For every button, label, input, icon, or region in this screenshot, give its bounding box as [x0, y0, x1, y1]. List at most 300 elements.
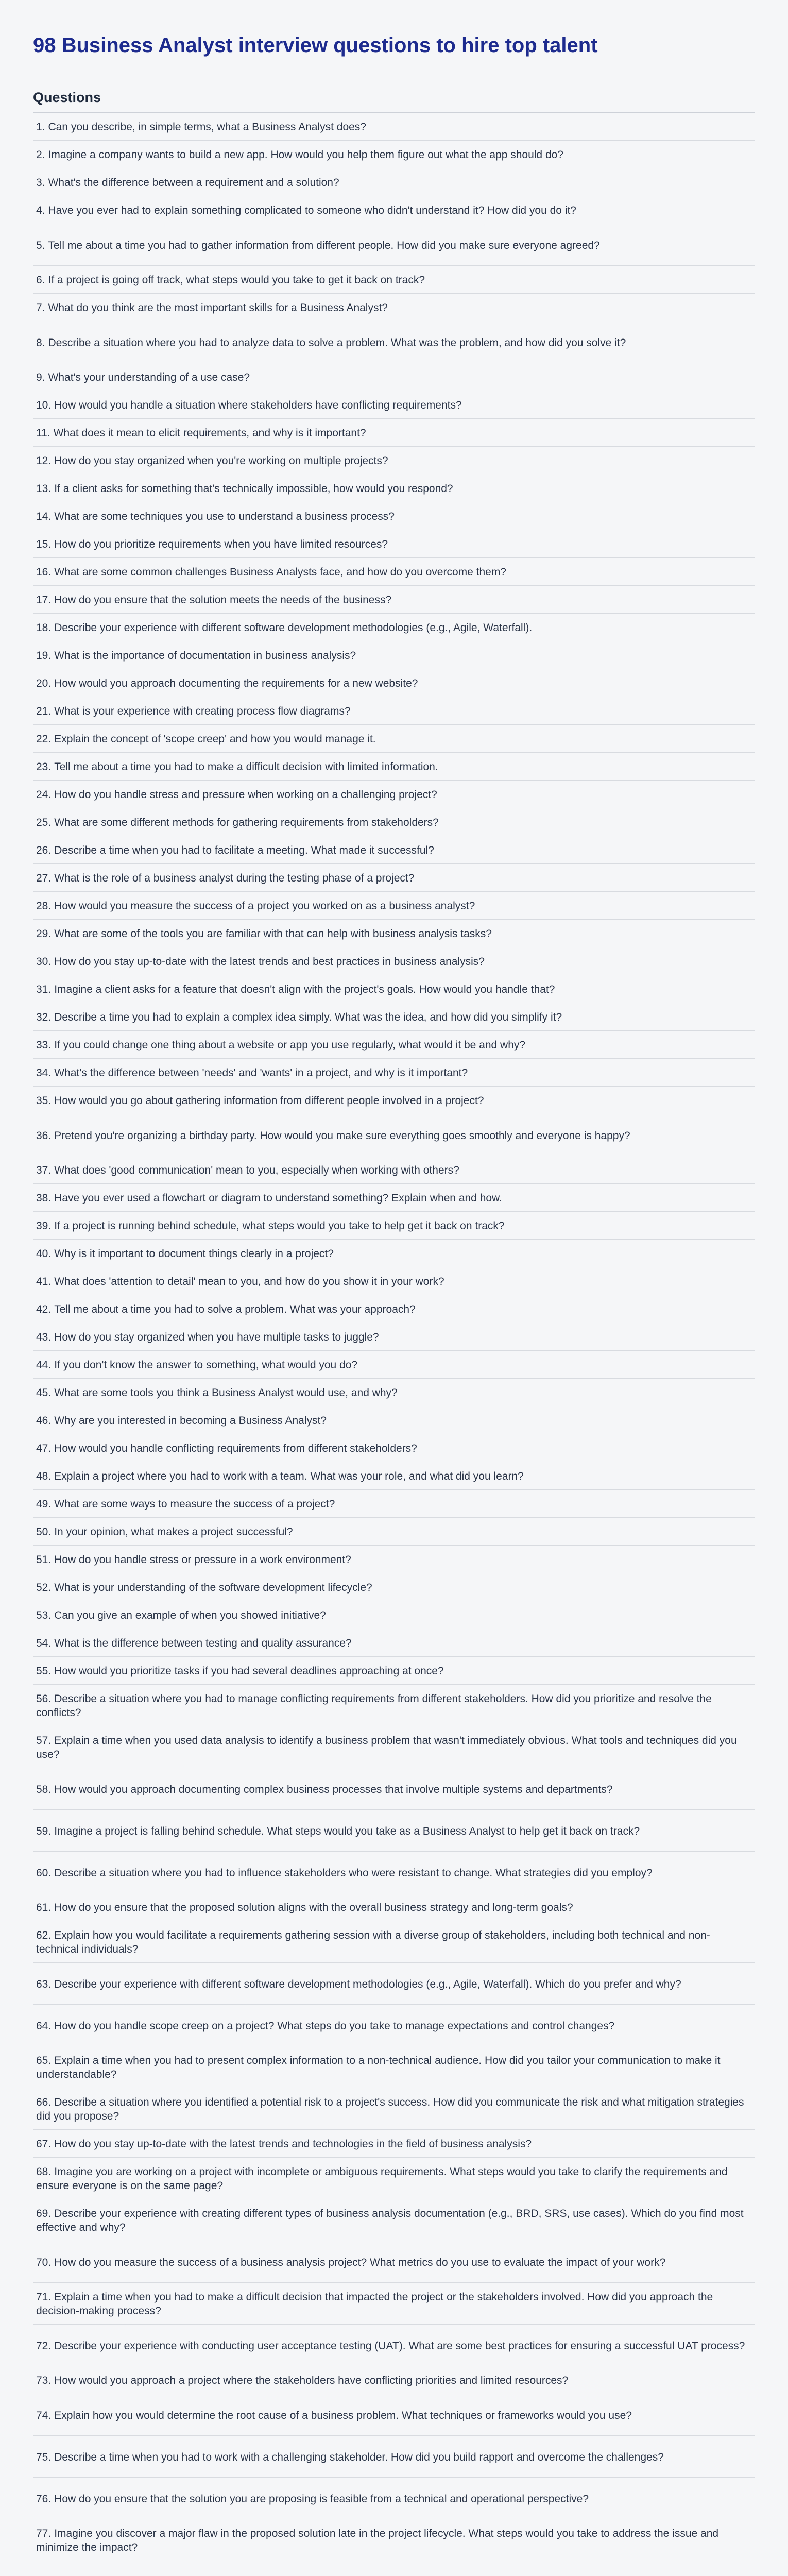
question-number: 66.: [36, 2096, 52, 2108]
question-line: [36, 1866, 653, 1880]
question-text: Pretend you're organizing a birthday party. How would you make sure everything goes smoothly and everyone is happy?: [54, 1129, 630, 1142]
question-text: What does 'attention to detail' mean to you, and how do you show it in your work?: [54, 1276, 444, 1287]
question-item: [33, 1003, 755, 1031]
question-number: 54.: [36, 1637, 52, 1649]
question-number: 53.: [36, 1609, 52, 1621]
question-line: [36, 239, 600, 252]
question-number: 9.: [36, 371, 45, 383]
question-number: 55.: [36, 1665, 52, 1677]
question-item: [33, 1295, 755, 1323]
question-item: [33, 1685, 755, 1726]
question-text: What is the role of a business analyst during the testing phase of a project?: [54, 872, 415, 884]
question-number: 73.: [36, 2375, 52, 2386]
question-line: [36, 2019, 614, 2033]
question-item: [33, 1518, 755, 1546]
question-item: [33, 1573, 755, 1601]
question-text: Explain how you would determine the root cause of a business problem. What techniques or frameworks would you use?: [54, 2409, 632, 2421]
question-text: What does it mean to elicit requirements, and why is it important?: [53, 427, 366, 439]
question-line: [36, 2054, 752, 2081]
question-number: 62.: [36, 1929, 52, 1941]
question-line: [36, 1497, 335, 1511]
question-text: Tell me about a time you had to make a difficult decision with limited information.: [54, 761, 438, 773]
question-number: 59.: [36, 1825, 52, 1837]
question-item: [33, 196, 755, 224]
question-line: [36, 1692, 752, 1720]
question-text: How do you measure the success of a business analysis project? What metrics do you use to evaluate the impact of your work?: [54, 2256, 666, 2268]
question-line: [36, 1442, 417, 1455]
question-number: 24.: [36, 789, 52, 801]
question-item: [33, 224, 755, 266]
question-number: 22.: [36, 733, 52, 745]
question-item: [33, 294, 755, 321]
question-number: 1.: [36, 121, 45, 133]
question-text: Imagine a client asks for a feature that doesn't align with the project's goals. How would you handle that?: [54, 984, 555, 995]
question-line: [36, 1163, 459, 1177]
question-line: [36, 2527, 752, 2554]
question-text: What are some ways to measure the success of a project?: [54, 1498, 335, 1510]
question-line: [36, 510, 395, 523]
question-number: 75.: [36, 2451, 52, 2463]
question-text: Have you ever used a flowchart or diagram to understand something? Explain when and how.: [54, 1192, 502, 1204]
question-text: What's the difference between 'needs' and 'wants' in a project, and why is it important?: [54, 1067, 468, 1079]
question-text: Describe a situation where you identified a potential risk to a project's success. How did you communicate the risk and what mitigation strategies did you propose?: [36, 2096, 744, 2122]
question-text: How do you stay organized when you have multiple tasks to juggle?: [54, 1331, 379, 1343]
question-text: What do you think are the most important skills for a Business Analyst?: [48, 302, 388, 314]
question-item: [33, 1726, 755, 1768]
question-number: 13.: [36, 483, 52, 495]
question-item: [33, 920, 755, 947]
question-number: 60.: [36, 1867, 52, 1879]
question-item: [33, 836, 755, 864]
question-text: What are some tools you think a Business Analyst would use, and why?: [54, 1387, 398, 1399]
question-number: 16.: [36, 566, 52, 578]
question-text: What are some common challenges Business Analysts face, and how do you overcome them?: [54, 566, 506, 578]
question-number: 46.: [36, 1415, 52, 1427]
question-item: [33, 808, 755, 836]
question-number: 27.: [36, 872, 52, 884]
question-item: [33, 168, 755, 196]
question-number: 8.: [36, 336, 45, 349]
section-heading: Questions: [33, 90, 755, 113]
question-number: 56.: [36, 1693, 52, 1705]
question-item: [33, 1852, 755, 1893]
question-number: 42.: [36, 1303, 52, 1315]
question-item: [33, 1351, 755, 1379]
question-number: 39.: [36, 1220, 52, 1232]
question-line: [36, 1066, 468, 1080]
question-line: [36, 1553, 351, 1567]
question-line: [36, 732, 376, 746]
question-text: If you could change one thing about a website or app you use regularly, what would it be and why?: [54, 1039, 526, 1051]
question-number: 40.: [36, 1248, 52, 1260]
question-line: [36, 649, 356, 663]
question-item: [33, 558, 755, 586]
question-item: [33, 1963, 755, 2005]
question-line: [36, 621, 532, 635]
question-item: [33, 725, 755, 753]
question-text: Describe your experience with different software development methodologies (e.g., Agile, Waterfall). Which do you prefer and why?: [54, 1978, 681, 1990]
question-line: [36, 2165, 752, 2193]
question-line: [36, 148, 563, 162]
question-item: [33, 2478, 755, 2519]
question-line: [36, 454, 388, 468]
question-item: [33, 947, 755, 975]
question-number: 12.: [36, 455, 52, 467]
question-item: [33, 2283, 755, 2325]
question-text: How do you stay up-to-date with the latest trends and best practices in business analysis?: [54, 956, 485, 968]
question-line: [36, 176, 339, 190]
question-text: Can you describe, in simple terms, what a Business Analyst does?: [48, 121, 366, 133]
question-number: 52.: [36, 1582, 52, 1594]
question-item: [33, 1462, 755, 1490]
question-number: 44.: [36, 1359, 52, 1371]
question-line: [36, 1330, 379, 1344]
question-item: [33, 1490, 755, 1518]
question-item: [33, 2394, 755, 2436]
question-text: Describe a situation where you had to analyze data to solve a problem. What was the problem, and how did you solve it?: [48, 336, 626, 349]
question-line: [36, 1275, 444, 1289]
question-line: [36, 1901, 573, 1914]
question-line: [36, 1219, 505, 1233]
question-line: [36, 398, 462, 412]
question-item: [33, 2561, 755, 2576]
question-item: [33, 1267, 755, 1295]
question-text: How do you ensure that the proposed solution aligns with the overall business strategy and long-term goals?: [54, 1902, 573, 1913]
question-number: 4.: [36, 205, 45, 216]
question-number: 70.: [36, 2256, 52, 2268]
question-text: What's your understanding of a use case?: [48, 371, 250, 383]
question-item: [33, 321, 755, 363]
question-number: 72.: [36, 2340, 52, 2352]
question-number: 37.: [36, 1164, 52, 1176]
question-text: What are some different methods for gathering requirements from stakeholders?: [54, 817, 439, 828]
question-number: 5.: [36, 239, 45, 251]
question-text: If a project is going off track, what steps would you take to get it back on track?: [48, 274, 425, 286]
question-number: 69.: [36, 2208, 52, 2219]
question-line: [36, 2095, 752, 2123]
question-text: Explain a time when you used data analysis to identify a business problem that wasn't immediately obvious. What tools and techniques did you use?: [36, 1735, 737, 1760]
question-text: How do you ensure that the solution meets the needs of the business?: [54, 594, 392, 606]
question-number: 2.: [36, 149, 45, 161]
question-line: [36, 2339, 745, 2353]
question-item: [33, 781, 755, 808]
question-line: [36, 843, 434, 857]
question-line: [36, 982, 555, 996]
question-number: 35.: [36, 1095, 52, 1107]
question-item: [33, 1240, 755, 1267]
question-line: [36, 1636, 352, 1650]
question-number: 71.: [36, 2291, 52, 2303]
question-item: [33, 2130, 755, 2158]
question-text: Describe a time when you had to work with a challenging stakeholder. How did you build rapport and overcome the challenges?: [54, 2451, 664, 2463]
question-item: [33, 1323, 755, 1351]
question-line: [36, 1302, 416, 1316]
question-item: [33, 2519, 755, 2561]
question-number: 48.: [36, 1470, 52, 1482]
question-text: How do you stay up-to-date with the latest trends and technologies in the field of business analysis?: [54, 2138, 532, 2150]
question-item: [33, 1657, 755, 1685]
question-item: [33, 697, 755, 725]
question-text: Tell me about a time you had to solve a problem. What was your approach?: [54, 1303, 416, 1315]
question-number: 29.: [36, 928, 52, 940]
question-line: [36, 676, 418, 690]
question-text: How do you handle scope creep on a project? What steps do you take to manage expectations and control changes?: [54, 2020, 615, 2032]
question-item: [33, 447, 755, 474]
question-item: [33, 2046, 755, 2088]
question-line: [36, 1038, 525, 1052]
question-item: [33, 586, 755, 614]
question-item: [33, 753, 755, 781]
question-number: 68.: [36, 2166, 52, 2178]
question-item: [33, 1406, 755, 1434]
question-item: [33, 1114, 755, 1156]
question-line: [36, 370, 250, 384]
question-text: How would you handle a situation where stakeholders have conflicting requirements?: [54, 399, 462, 411]
question-text: What's the difference between a requirement and a solution?: [48, 177, 339, 189]
question-text: Explain a project where you had to work with a team. What was your role, and what did you learn?: [54, 1470, 524, 1482]
question-number: 76.: [36, 2493, 52, 2505]
question-number: 43.: [36, 1331, 52, 1343]
question-item: [33, 141, 755, 168]
question-line: [36, 816, 439, 829]
question-text: How would you handle conflicting requirements from different stakeholders?: [54, 1443, 417, 1454]
question-number: 10.: [36, 399, 52, 411]
question-item: [33, 2158, 755, 2199]
question-number: 32.: [36, 1011, 52, 1023]
question-item: [33, 502, 755, 530]
question-text: How would you approach documenting the requirements for a new website?: [54, 677, 418, 689]
question-number: 15.: [36, 538, 52, 550]
question-line: [36, 482, 453, 496]
question-text: Have you ever had to explain something complicated to someone who didn't understand it? How did you do it?: [48, 205, 576, 216]
question-item: [33, 530, 755, 558]
question-item: [33, 2325, 755, 2366]
question-line: [36, 1608, 326, 1622]
question-line: [36, 1414, 327, 1428]
question-number: 38.: [36, 1192, 52, 1204]
question-item: [33, 474, 755, 502]
question-item: [33, 2005, 755, 2046]
question-item: [33, 2366, 755, 2394]
question-item: [33, 363, 755, 391]
question-item: [33, 1810, 755, 1852]
question-text: What is your experience with creating process flow diagrams?: [54, 705, 351, 717]
question-text: Describe your experience with conducting user acceptance testing (UAT). What are some best practices for ensuring a successful UAT process?: [54, 2340, 745, 2352]
question-number: 14.: [36, 511, 52, 522]
question-line: [36, 1581, 372, 1595]
question-item: [33, 1629, 755, 1657]
question-item: [33, 1184, 755, 1212]
question-number: 63.: [36, 1978, 52, 1990]
question-number: 49.: [36, 1498, 52, 1510]
question-item: [33, 391, 755, 419]
question-text: Describe your experience with different software development methodologies (e.g., Agile, Waterfall).: [54, 622, 533, 634]
question-item: [33, 1031, 755, 1059]
question-line: [36, 1129, 630, 1143]
question-line: [36, 426, 366, 440]
question-text: What is your understanding of the software development lifecycle?: [54, 1582, 372, 1594]
question-text: How do you stay organized when you're working on multiple projects?: [54, 455, 388, 467]
question-number: 11.: [36, 427, 50, 439]
question-line: [36, 593, 391, 607]
question-number: 25.: [36, 817, 52, 828]
question-line: [36, 1386, 398, 1400]
question-number: 65.: [36, 2055, 52, 2066]
question-text: What does 'good communication' mean to you, especially when working with others?: [54, 1164, 459, 1176]
question-text: If a client asks for something that's technically impossible, how would you respond?: [54, 483, 453, 495]
question-item: [33, 1893, 755, 1921]
page-title: 98 Business Analyst interview questions to hire top talent: [33, 34, 598, 57]
question-text: If a project is running behind schedule, what steps would you take to help get it back on track?: [54, 1220, 505, 1232]
question-number: 30.: [36, 956, 52, 968]
question-line: [36, 273, 425, 287]
question-number: 74.: [36, 2409, 52, 2421]
question-text: In your opinion, what makes a project successful?: [54, 1526, 293, 1538]
question-item: [33, 1087, 755, 1114]
question-text: Why is it important to document things clearly in a project?: [54, 1248, 334, 1260]
question-line: [36, 899, 475, 913]
question-item: [33, 614, 755, 641]
question-number: 50.: [36, 1526, 52, 1538]
question-text: How would you measure the success of a project you worked on as a business analyst?: [54, 900, 475, 912]
question-number: 67.: [36, 2138, 52, 2150]
question-number: 6.: [36, 274, 45, 286]
question-text: Describe a time when you had to facilitate a meeting. What made it successful?: [54, 844, 434, 856]
question-number: 36.: [36, 1129, 52, 1142]
question-line: [36, 1010, 562, 1024]
question-line: [36, 1977, 681, 1991]
question-text: Explain a time when you had to make a difficult decision that impacted the project or the stakeholders involved. How did you approach the decision-making process?: [36, 2291, 713, 2317]
question-text: Can you give an example of when you showed initiative?: [54, 1609, 326, 1621]
question-item: [33, 1379, 755, 1406]
question-text: Explain a time when you had to present complex information to a non-technical audience. How did you tailor your communication to make it understandable?: [36, 2055, 721, 2080]
question-text: How would you go about gathering information from different people involved in a project?: [54, 1095, 484, 1107]
question-line: [36, 565, 506, 579]
question-line: [36, 2207, 752, 2234]
question-text: Describe a situation where you had to influence stakeholders who were resistant to change. What strategies did you employ?: [54, 1867, 653, 1879]
question-number: 51.: [36, 1554, 52, 1566]
question-number: 31.: [36, 984, 52, 995]
question-item: [33, 1059, 755, 1087]
question-line: [36, 1247, 334, 1261]
question-item: [33, 1921, 755, 1963]
question-text: If you don't know the answer to something, what would you do?: [54, 1359, 358, 1371]
question-number: 23.: [36, 761, 52, 773]
question-item: [33, 1546, 755, 1573]
question-text: Tell me about a time you had to gather information from different people. How did you make sure everyone agreed?: [48, 239, 600, 251]
question-text: How do you ensure that the solution you are proposing is feasible from a technical and operational perspective?: [54, 2493, 589, 2505]
question-text: Imagine a company wants to build a new app. How would you help them figure out what the app should do?: [48, 149, 563, 161]
question-number: 26.: [36, 844, 52, 856]
question-line: [36, 1525, 293, 1539]
question-number: 33.: [36, 1039, 52, 1051]
question-text: What are some of the tools you are familiar with that can help with business analysis tasks?: [54, 928, 492, 940]
question-text: How do you prioritize requirements when you have limited resources?: [54, 538, 388, 550]
question-line: [36, 2409, 632, 2422]
question-line: [36, 2374, 568, 2387]
question-text: Imagine a project is falling behind schedule. What steps would you take as a Business Analyst to help get it back on track?: [54, 1825, 640, 1837]
question-number: 47.: [36, 1443, 52, 1454]
question-text: Imagine you are working on a project with incomplete or ambiguous requirements. What steps would you take to clarify the requirements and ensure everyone is on the same page?: [36, 2166, 728, 2192]
question-item: [33, 1212, 755, 1240]
question-line: [36, 1783, 613, 1797]
question-line: [36, 788, 437, 802]
question-number: 34.: [36, 1067, 52, 1079]
question-item: [33, 2088, 755, 2130]
question-number: 19.: [36, 650, 52, 662]
question-number: 58.: [36, 1783, 52, 1795]
question-list: [33, 113, 755, 2576]
question-item: [33, 1768, 755, 1810]
question-text: Describe your experience with creating different types of business analysis documentation (e.g., BRD, SRS, use cases). Which do you find most effective and why?: [36, 2208, 744, 2233]
question-number: 45.: [36, 1387, 52, 1399]
question-number: 64.: [36, 2020, 52, 2032]
question-line: [36, 955, 485, 969]
question-line: [36, 120, 366, 134]
question-line: [36, 1469, 524, 1483]
question-number: 57.: [36, 1735, 52, 1747]
question-number: 18.: [36, 622, 52, 634]
question-text: Explain how you would facilitate a requirements gathering session with a diverse group of stakeholders, including both technical and non-technical individuals?: [36, 1929, 710, 1955]
question-item: [33, 2199, 755, 2241]
question-item: [33, 2241, 755, 2283]
question-text: Describe a situation where you had to manage conflicting requirements from different stakeholders. How did you prioritize and resolve the conflicts?: [36, 1693, 712, 1719]
question-line: [36, 1191, 502, 1205]
question-item: [33, 669, 755, 697]
question-line: [36, 2256, 665, 2269]
question-line: [36, 301, 388, 315]
question-item: [33, 892, 755, 920]
question-item: [33, 641, 755, 669]
question-item: [33, 1434, 755, 1462]
question-text: Why are you interested in becoming a Business Analyst?: [54, 1415, 327, 1427]
question-line: [36, 2290, 752, 2318]
question-item: [33, 266, 755, 294]
question-line: [36, 204, 576, 217]
question-line: [36, 2492, 589, 2506]
question-text: How would you approach a project where the stakeholders have conflicting priorities and limited resources?: [54, 2375, 569, 2386]
question-number: 3.: [36, 177, 45, 189]
question-item: [33, 864, 755, 892]
question-text: How would you approach documenting complex business processes that involve multiple systems and departments?: [54, 1783, 613, 1795]
question-line: [36, 1094, 484, 1108]
question-number: 17.: [36, 594, 52, 606]
question-number: 20.: [36, 677, 52, 689]
question-line: [36, 1664, 444, 1678]
question-line: [36, 336, 626, 350]
question-line: [36, 1928, 752, 1956]
question-line: [36, 704, 351, 718]
question-text: What are some techniques you use to understand a business process?: [54, 511, 395, 522]
question-line: [36, 871, 414, 885]
question-item: [33, 1156, 755, 1184]
question-line: [36, 537, 388, 551]
question-line: [36, 2137, 532, 2151]
question-text: How do you handle stress or pressure in a work environment?: [54, 1554, 351, 1566]
question-number: 21.: [36, 705, 52, 717]
question-text: Imagine you discover a major flaw in the proposed solution late in the project lifecycle. What steps would you take to address the issue and minimize the impact?: [36, 2528, 719, 2553]
question-number: 61.: [36, 1902, 52, 1913]
question-number: 7.: [36, 302, 45, 314]
question-text: How do you handle stress and pressure when working on a challenging project?: [54, 789, 437, 801]
question-text: How would you prioritize tasks if you had several deadlines approaching at once?: [54, 1665, 444, 1677]
question-number: 77.: [36, 2528, 52, 2539]
question-item: [33, 975, 755, 1003]
question-line: [36, 760, 438, 774]
question-line: [36, 1824, 640, 1838]
question-item: [33, 113, 755, 141]
question-text: Explain the concept of 'scope creep' and how you would manage it.: [54, 733, 376, 745]
